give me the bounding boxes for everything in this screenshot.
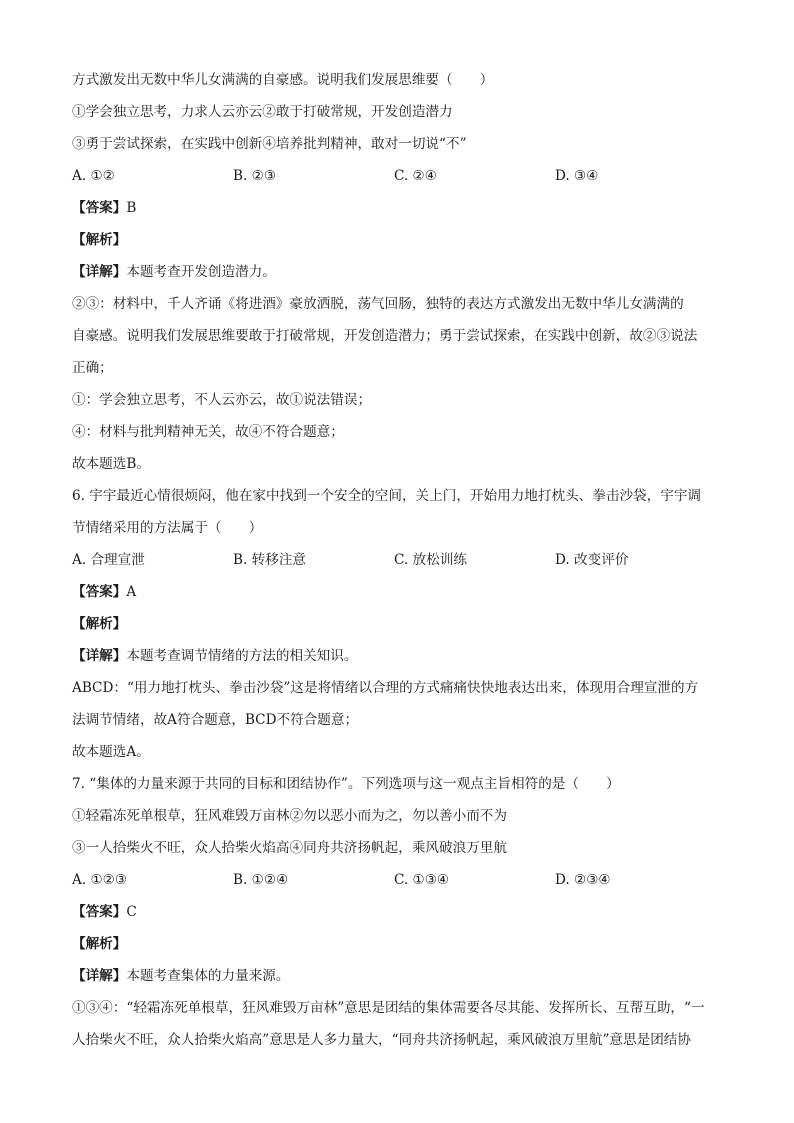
q5-detail-line-1: ②③：材料中，千人齐诵《将进酒》豪放洒脱，荡气回肠，独特的表达方式激发出无数中华儿女满满的 bbox=[72, 296, 684, 312]
q7-detail-intro: 本题考查集体的力量来源。 bbox=[126, 968, 290, 984]
q7-options bbox=[72, 864, 728, 896]
q7-option-b: B. ①②④ bbox=[233, 872, 289, 888]
q5-option-b: B. ②③ bbox=[233, 168, 277, 184]
q7-answer-tag: 【答案】 bbox=[72, 904, 127, 920]
q5-options bbox=[72, 160, 728, 192]
q6-detail-line-2: 法调节情绪，故A符合题意，BCD不符合题意； bbox=[72, 712, 359, 728]
q5-option-c: C. ②④ bbox=[394, 168, 437, 184]
q6-detail-line-3: 故本题选A。 bbox=[72, 744, 150, 760]
q6-options bbox=[72, 544, 728, 576]
q6-detail-line-1: ABCD：“用力地打枕头、拳击沙袋”这是将情绪以合理的方式痛痛快快地表达出来，体现用合理宣泄的方 bbox=[72, 680, 699, 696]
exam-page bbox=[72, 64, 728, 1056]
q7-item-line-1: ①轻霜冻死单根草，狂风难毁万亩林②勿以恶小而为之，勿以善小而不为 bbox=[72, 808, 507, 824]
q6-analysis-heading: 【解析】 bbox=[72, 616, 127, 632]
q7-option-d: D. ②③④ bbox=[555, 872, 611, 888]
q6-stem-line-1: 6. 宇宇最近心情很烦闷，他在家中找到一个安全的空间，关上门，开始用力地打枕头、拳击沙袋，宇宇调 bbox=[72, 488, 702, 504]
q5-detail-tag: 【详解】 bbox=[72, 264, 127, 280]
q5-item-line-1: ①学会独立思考，力求人云亦云②敢于打破常规，开发创造潜力 bbox=[72, 104, 453, 120]
q5-detail bbox=[72, 256, 728, 288]
q6-detail-intro: 本题考查调节情绪的方法的相关知识。 bbox=[126, 648, 358, 664]
q7-detail-line-1: ①③④：“轻霜冻死单根草，狂风难毁万亩林”意思是团结的集体需要各尽其能、发挥所长、互帮互助，“一 bbox=[72, 1000, 705, 1016]
q6-detail bbox=[72, 640, 728, 672]
q5-detail-intro: 本题考查开发创造潜力。 bbox=[126, 264, 276, 280]
q5-item-line-2: ③勇于尝试探索，在实践中创新④培养批判精神，敢对一切说“不” bbox=[72, 136, 467, 152]
q6-detail-tag: 【详解】 bbox=[72, 648, 127, 664]
q7-detail bbox=[72, 960, 728, 992]
q6-stem-line-2: 节情绪采用的方法属于（ ） bbox=[72, 520, 263, 536]
q5-answer-tag: 【答案】 bbox=[72, 200, 127, 216]
q7-answer bbox=[72, 896, 728, 928]
q5-detail-line-4: ①：学会独立思考，不人云亦云，故①说法错误； bbox=[72, 392, 372, 408]
q7-detail-line-2: 人拾柴火不旺，众人拾柴火焰高”意思是人多力量大，“同舟共济扬帆起，乘风破浪万里航”意思是团结协 bbox=[72, 1032, 691, 1048]
q6-answer bbox=[72, 576, 728, 608]
q5-answer bbox=[72, 192, 728, 224]
q5-option-a: A. ①② bbox=[72, 168, 115, 184]
q7-option-a: A. ①②③ bbox=[72, 872, 128, 888]
q5-detail-line-5: ④：材料与批判精神无关，故④不符合题意； bbox=[72, 424, 344, 440]
q6-option-a: A. 合理宣泄 bbox=[72, 552, 145, 568]
q5-answer-value: B bbox=[126, 200, 137, 216]
q7-detail-tag: 【详解】 bbox=[72, 968, 127, 984]
q5-detail-line-3: 正确； bbox=[72, 360, 113, 376]
q6-answer-tag: 【答案】 bbox=[72, 584, 127, 600]
q5-option-d: D. ③④ bbox=[555, 168, 599, 184]
q5-detail-line-6: 故本题选B。 bbox=[72, 456, 150, 472]
q6-answer-value: A bbox=[126, 584, 137, 600]
q5-analysis-heading: 【解析】 bbox=[72, 232, 127, 248]
q5-stem-continuation: 方式激发出无数中华儿女满满的自豪感。说明我们发展思维要（ ） bbox=[72, 72, 494, 88]
q6-option-c: C. 放松训练 bbox=[394, 552, 467, 568]
q6-option-b: B. 转移注意 bbox=[233, 552, 307, 568]
q6-option-d: D. 改变评价 bbox=[555, 552, 629, 568]
q5-detail-line-2: 自豪感。说明我们发展思维要敢于打破常规，开发创造潜力；勇于尝试探索，在实践中创新，故②③说法 bbox=[72, 328, 698, 344]
q7-stem: 7. “集体的力量来源于共同的目标和团结协作”。下列选项与这一观点主旨相符的是（ ） bbox=[72, 776, 620, 792]
q7-answer-value: C bbox=[126, 904, 137, 920]
q7-option-c: C. ①③④ bbox=[394, 872, 450, 888]
q7-analysis-heading: 【解析】 bbox=[72, 936, 127, 952]
q7-item-line-2: ③一人拾柴火不旺，众人拾柴火焰高④同舟共济扬帆起，乘风破浪万里航 bbox=[72, 840, 507, 856]
